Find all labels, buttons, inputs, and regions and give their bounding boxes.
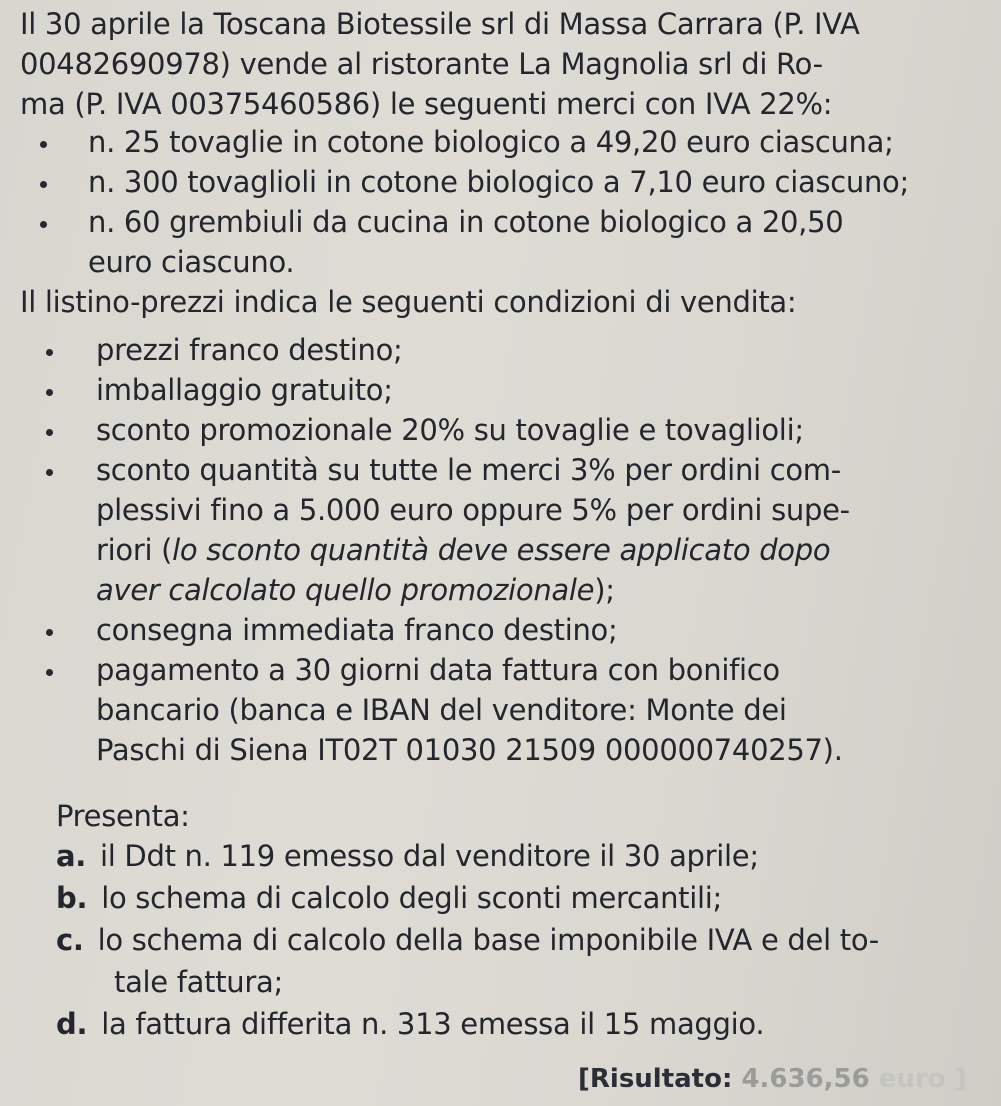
task-b <box>56 880 722 916</box>
condition-4-cont-2 <box>96 532 830 568</box>
condition-2: imballaggio gratuito; <box>96 373 393 407</box>
condition-6-cont-1: bancario (banca e IBAN del venditore: Monte dei <box>96 693 787 727</box>
goods-item-3: n. 60 grembiuli da cucina in cotone biologico a 20,50 <box>88 205 844 239</box>
listino-heading: Il listino-prezzi indica le seguenti condizioni di vendita: <box>20 285 797 319</box>
condition-4-italic-note: lo sconto quantità deve essere applicato dopo <box>172 533 831 567</box>
tasks-heading: Presenta: <box>56 799 190 833</box>
task-d <box>56 1006 764 1042</box>
task-d-label: d. <box>56 1007 88 1041</box>
task-c-label: c. <box>56 923 84 957</box>
condition-6-cont-2: Paschi di Siena IT02T 01030 21509 000000740257). <box>96 733 843 767</box>
goods-item-3-cont: euro ciascuno. <box>88 245 295 279</box>
result-note <box>578 1062 967 1096</box>
bullet-icon <box>40 181 47 188</box>
condition-4-close: ); <box>594 573 615 607</box>
task-a-label: a. <box>56 839 86 873</box>
condition-3: sconto promozionale 20% su tovaglie e tovaglioli; <box>96 413 804 447</box>
task-c-cont: tale fattura; <box>114 965 283 999</box>
bullet-icon <box>46 669 53 676</box>
task-c-text: lo schema di calcolo della base imponibile IVA e del to- <box>97 923 879 957</box>
task-a <box>56 838 759 874</box>
bullet-icon <box>46 629 53 636</box>
bullet-icon <box>46 389 53 396</box>
condition-4-text: riori ( <box>96 533 173 567</box>
condition-4-cont-3 <box>96 572 615 608</box>
intro-line-2: 00482690978) vende al ristorante La Magnolia srl di Ro- <box>20 47 823 81</box>
condition-6: pagamento a 30 giorni data fattura con bonifico <box>96 653 780 687</box>
task-c <box>56 922 879 958</box>
task-b-text: lo schema di calcolo degli sconti mercantili; <box>101 881 722 915</box>
bullet-icon <box>46 469 53 476</box>
result-unit: euro ] <box>869 1064 967 1094</box>
bullet-icon <box>40 141 47 148</box>
task-d-text: la fattura differita n. 313 emessa il 15 maggio. <box>101 1007 765 1041</box>
bullet-icon <box>46 429 53 436</box>
result-prefix: [Risultato: <box>578 1064 742 1094</box>
intro-line-3: ma (P. IVA 00375460586) le seguenti merci con IVA 22%: <box>20 87 833 121</box>
task-a-text: il Ddt n. 119 emesso dal venditore il 30 aprile; <box>100 839 759 873</box>
condition-1: prezzi franco destino; <box>96 333 403 367</box>
condition-4-cont-1: plessivi fino a 5.000 euro oppure 5% per ordini supe- <box>96 493 850 527</box>
task-b-label: b. <box>56 881 88 915</box>
goods-item-1: n. 25 tovaglie in cotone biologico a 49,20 euro ciascuna; <box>88 125 894 159</box>
bullet-icon <box>40 221 47 228</box>
condition-5: consegna immediata franco destino; <box>96 613 618 647</box>
bullet-icon <box>46 349 53 356</box>
intro-line-1: Il 30 aprile la Toscana Biotessile srl di Massa Carrara (P. IVA <box>20 7 860 41</box>
condition-4: sconto quantità su tutte le merci 3% per ordini com- <box>96 453 841 487</box>
condition-4-italic-note-end: aver calcolato quello promozionale <box>96 573 595 607</box>
result-value: 4.636,56 <box>741 1064 870 1094</box>
goods-item-2: n. 300 tovaglioli in cotone biologico a 7,10 euro ciascuno; <box>88 165 909 199</box>
